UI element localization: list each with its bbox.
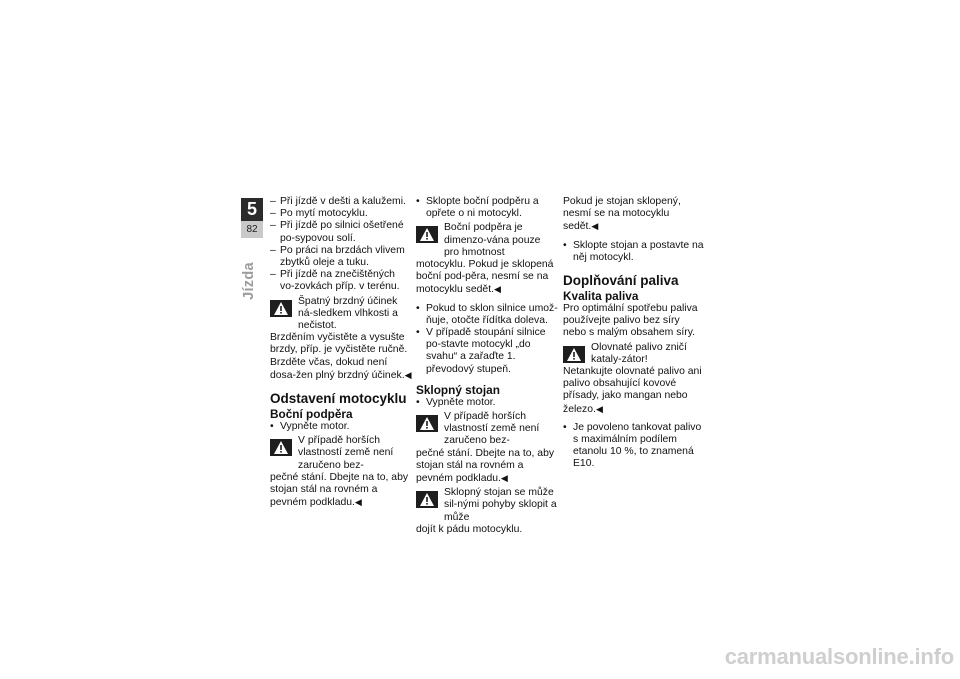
list-item: – Při jízdě na znečištěných vo-zovkách příp. v terénu. bbox=[270, 269, 400, 293]
warning-block bbox=[270, 296, 412, 382]
chapter-tab bbox=[241, 198, 263, 238]
warning-text: Olovnaté palivo zničí kataly-zátor! bbox=[591, 341, 687, 365]
warning-block bbox=[270, 435, 412, 509]
warning-text: pečné stání. Dbejte na to, aby stojan stál na rovném a pevném podkladu. bbox=[270, 471, 409, 509]
list-item: • V případě stoupání silnice po-stavte motocykl „do svahu“ a zařaďte 1. převodový stupeň. bbox=[416, 327, 546, 375]
chapter-side-label: Jízda bbox=[241, 262, 257, 300]
end-marker-icon: ◀ bbox=[493, 284, 501, 295]
list-item: – Při jízdě po silnici ošetřené po-sypovou solí. bbox=[270, 220, 404, 244]
warning-triangle-icon bbox=[416, 415, 438, 432]
column-2 bbox=[416, 196, 558, 536]
warning-text: motocyklu. Pokud je sklopená boční pod-pěra, nesmí se na motocyklu sedět. bbox=[416, 259, 554, 296]
list-item: • Vypněte motor. bbox=[416, 396, 496, 408]
list-item: – Při jízdě v dešti a kalužemi. bbox=[270, 196, 406, 207]
warning-block bbox=[416, 487, 558, 536]
warning-block bbox=[416, 222, 558, 296]
warning-triangle-icon bbox=[416, 226, 438, 243]
warning-triangle-icon bbox=[270, 300, 292, 317]
warning-text: Špatný brzdný účinek ná-sledkem vlhkosti a nečistot. bbox=[298, 295, 398, 332]
warning-text: Netankujte olovnaté palivo ani palivo obsahující kovové přísady, jako mangan nebo železo. bbox=[563, 366, 702, 415]
warning-text: pečné stání. Dbejte na to, aby stojan stál na rovném a pevném podkladu. bbox=[416, 447, 555, 485]
column-3 bbox=[563, 196, 705, 471]
subsection-heading: Sklopný stojan bbox=[416, 382, 500, 397]
warning-text: Sklopný stojan se může sil-nými pohyby sklopit a může bbox=[444, 487, 557, 523]
end-marker-icon: ◀ bbox=[354, 497, 362, 508]
warning-triangle-icon bbox=[563, 346, 585, 363]
list-item: • Sklopte boční podpěru a opřete o ni motocykl. bbox=[416, 196, 539, 220]
warning-text: V případě horších vlastností země není zaručeno bez- bbox=[444, 411, 540, 447]
warning-text: Brzděním vyčistěte a vysušte brzdy, příp. je vyčistěte ručně. Brzděte včas, dokud není dosa-žen plný brzdný účinek. bbox=[270, 332, 408, 381]
page-number: 82 bbox=[241, 221, 263, 238]
warning-text: dojít k pádu motocyklu. bbox=[416, 523, 523, 535]
subsection-heading: Boční podpěra bbox=[270, 407, 353, 422]
warning-text: V případě horších vlastností země není zaručeno bez- bbox=[298, 435, 394, 471]
warning-text: Boční podpěra je dimenzo-vána pouze pro hmotnost bbox=[444, 222, 541, 258]
warning-block bbox=[563, 342, 705, 416]
warning-block bbox=[416, 411, 558, 485]
end-marker-icon: ◀ bbox=[591, 221, 599, 232]
paragraph: Pro optimální spotřebu paliva používejte palivo bez síry nebo s malým obsahem síry. bbox=[563, 303, 698, 339]
column-1 bbox=[270, 196, 412, 509]
list-item: • Pokud to sklon silnice umož-ňuje, otočte řídítka doleva. bbox=[416, 302, 558, 326]
list-item: • Sklopte stojan a postavte na něj motocykl. bbox=[563, 239, 704, 263]
subsection-heading: Kvalita paliva bbox=[563, 289, 639, 304]
list-item: – Po práci na brzdách vlivem zbytků oleje a tuku. bbox=[270, 244, 405, 269]
list-item: – Po mytí motocyklu. bbox=[270, 208, 368, 220]
end-marker-icon: ◀ bbox=[500, 473, 508, 484]
list-item: • Je povoleno tankovat palivo s maximálním podílem etanolu 10 %, to znamená E10. bbox=[563, 421, 702, 470]
warning-triangle-icon bbox=[416, 491, 438, 508]
end-marker-icon: ◀ bbox=[404, 369, 412, 380]
chapter-number: 5 bbox=[246, 199, 257, 219]
paragraph: Pokud je stojan sklopený, nesmí se na motocyklu sedět. bbox=[563, 196, 681, 233]
section-heading: Doplňování paliva bbox=[563, 273, 679, 289]
watermark: carmanualsonline.info bbox=[724, 644, 954, 669]
warning-triangle-icon bbox=[270, 439, 292, 456]
section-heading: Odstavení motocyklu bbox=[270, 391, 407, 407]
end-marker-icon: ◀ bbox=[595, 403, 603, 414]
list-item: • Vypněte motor. bbox=[270, 421, 350, 433]
